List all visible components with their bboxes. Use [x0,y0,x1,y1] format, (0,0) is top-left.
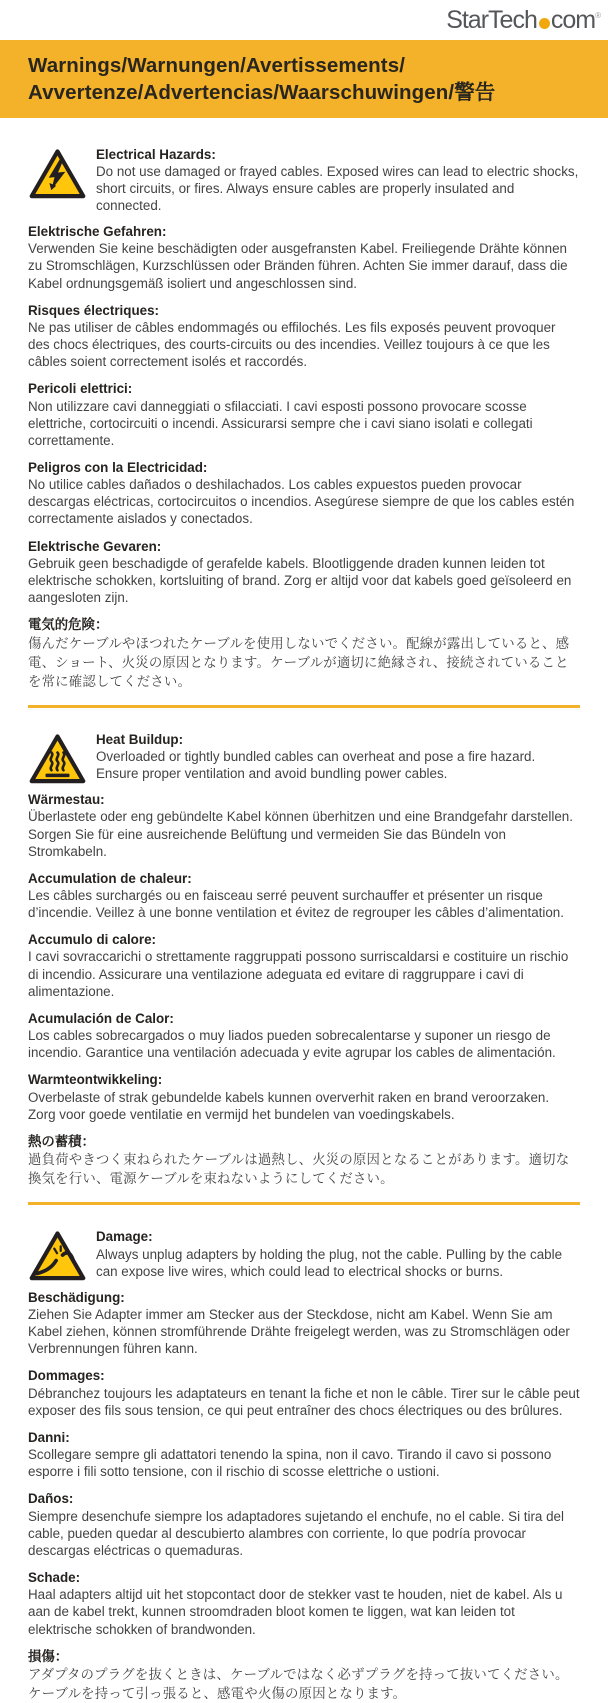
entry-heading: Pericoli elettrici: [28,380,580,397]
entry-body: Verwenden Sie keine beschädigten oder ausgefransten Kabel. Freiliegende Drähte können zu Stromschlägen, Kurzschlüssen oder Bränden führen. Achten Sie immer darauf, dass die Kabel ordnungsgemäß isoliert und angeschlossen sind. [28,240,580,291]
entry-heading: Heat Buildup: [96,731,580,748]
entry-body: Siempre desenchufe siempre los adaptadores sujetando el enchufe, no el cable. Si tira del cable, pueden quedar al descubierto alambres con corriente, lo que podría provocar descargas eléctricas o quemaduras. [28,1508,580,1559]
warning-entry-es [28,1010,580,1061]
entry-body: Überlastete oder eng gebündelte Kabel können überhitzen und eine Brandgefahr darstellen. Sorgen Sie für eine ausreichende Belüftung und vermeiden Sie das Bündeln von Stromkabeln. [28,808,580,859]
cable-damage-icon [28,1228,87,1288]
entry-heading: Schade: [28,1569,580,1586]
warning-entry-de [28,1289,580,1358]
section-heat-buildup [28,731,580,1189]
startech-logo [446,6,601,35]
warning-entry-ja [28,1648,580,1703]
warning-entry-it [28,1429,580,1480]
entry-body: Gebruik geen beschadigde of gerafelde kabels. Blootliggende draden kunnen leiden tot elektrische schokken, kortsluiting of brand. Zorg er altijd voor dat kabels goed geïsoleerd en aangesloten zijn. [28,555,580,606]
warning-entry-en [96,731,580,782]
entry-heading: Dommages: [28,1367,580,1384]
warning-entry-de [28,223,580,292]
entry-heading: Elektrische Gefahren: [28,223,580,240]
warning-entry-nl [28,1569,580,1638]
warning-entry-fr [28,302,580,371]
entry-heading: Elektrische Gevaren: [28,538,580,555]
header [0,0,608,40]
logo-dot-icon [539,18,550,29]
title-line-2: Avvertenze/Advertencias/Waarschuwingen/警告 [28,79,580,106]
warning-entry-it [28,931,580,1000]
entry-body: Haal adapters altijd uit het stopcontact door de stekker vast te houden, niet de kabel. Als u aan de kabel trekt, kunnen stroomdraden bloot komen te liggen, wat kan leiden tot elektrische schokken of brandwonden. [28,1586,580,1637]
entry-body: Non utilizzare cavi danneggiati o sfilacciati. I cavi esposti possono provocare scosse elettriche, cortocircuiti o incendi. Assicurarsi sempre che i cavi siano isolati e collegati correttamente. [28,398,580,449]
entry-heading: 電気的危険： [28,616,580,633]
page-title [28,52,580,107]
entry-body: Overbelaste of strak gebundelde kabels kunnen oververhit raken en brand veroorzaken. Zorg voor goede ventilatie en vermijd het bundelen van voedingskabels. [28,1089,580,1123]
entry-body: Los cables sobrecargados o muy liados pueden sobrecalentarse y suponer un riesgo de incendio. Garantice una ventilación adecuada y evite agrupar los cables de alimentación. [28,1027,580,1061]
entry-heading: Beschädigung: [28,1289,580,1306]
entry-body: アダプタのプラグを抜くときは、ケーブルではなく必ずプラグを持って抜いてください。ケーブルを持って引っ張ると、感電や火傷の原因となります。 [28,1665,580,1703]
title-line-1: Warnings/Warnungen/Avertissements/ [28,52,580,79]
entry-body: I cavi sovraccarichi o strettamente raggruppati possono surriscaldarsi e costituire un rischio di incendio. Assicurare una ventilazione adeguata ed evitare di raggruppare i cavi di alimentazione. [28,948,580,999]
icon-row [28,731,580,791]
entry-heading: Electrical Hazards: [96,146,580,163]
entry-body: No utilice cables dañados o deshilachados. Los cables expuestos pueden provocar descargas eléctricas, cortocircuitos o incendios. Asegúrese siempre de que los cables estén correctamente aislados y conectados. [28,476,580,527]
warning-entry-de [28,791,580,860]
entry-heading: 損傷： [28,1648,580,1665]
entry-heading: 熱の蓄積： [28,1133,580,1150]
warning-entry-nl [28,538,580,607]
entry-heading: Damage: [96,1228,580,1245]
content [0,146,608,1703]
electrical-hazard-icon [28,146,87,206]
entry-body: Ne pas utiliser de câbles endommagés ou effilochés. Les fils exposés peuvent provoquer des chocs électriques, des courts-circuits ou des incendies. Veillez toujours à ce que les câbles soient correctement isolés et raccordés. [28,319,580,370]
entry-heading: Accumulation de chaleur: [28,870,580,887]
title-banner [0,40,608,118]
entry-body: Scollegare sempre gli adattatori tenendo la spina, non il cavo. Tirando il cavo si possono esporre i fili sotto tensione, con il rischio di scosse elettriche o ustioni. [28,1446,580,1480]
icon-row [28,1228,580,1288]
logo-text-suffix: com [551,6,595,34]
warning-entry-nl [28,1071,580,1122]
warning-entry-ja [28,616,580,691]
entry-heading: Wärmestau: [28,791,580,808]
hot-surface-icon [28,731,87,791]
entry-body: Do not use damaged or frayed cables. Exposed wires can lead to electric shocks, short circuits, or fires. Always ensure cables are properly insulated and connected. [96,163,580,214]
entry-body: 傷んだケーブルやほつれたケーブルを使用しないでください。配線が露出していると、感電、ショート、火災の原因となります。ケーブルが適切に絶縁され、接続されていることを常に確認してください。 [28,634,580,691]
icon-row [28,146,580,224]
section-divider [28,705,580,708]
entry-heading: Danni: [28,1429,580,1446]
entry-body: Les câbles surchargés ou en faisceau serré peuvent surchauffer et présenter un risque d’incendie. Veillez à une bonne ventilation et évitez de regrouper les câbles d’alimentation. [28,887,580,921]
entry-heading: Warmteontwikkeling: [28,1071,580,1088]
entry-heading: Acumulación de Calor: [28,1010,580,1027]
entry-body: Always unplug adapters by holding the plug, not the cable. Pulling by the cable can expose live wires, which could lead to electrical shocks or burns. [96,1246,580,1280]
section-electrical-hazards [28,146,580,691]
entry-body: Ziehen Sie Adapter immer am Stecker aus der Steckdose, nicht am Kabel. Wenn Sie am Kabel ziehen, können stromführende Drähte freigelegt werden, was zu Stromschlägen oder Verbrennungen führen kann. [28,1306,580,1357]
entry-heading: Daños: [28,1490,580,1507]
entry-body: Débranchez toujours les adaptateurs en tenant la fiche et non le câble. Tirer sur le câble peut exposer des fils sous tension, ce qui peut entraîner des chocs électriques ou des brûlures. [28,1385,580,1419]
warning-entry-it [28,380,580,449]
warning-entry-es [28,459,580,528]
warning-entry-es [28,1490,580,1559]
warning-entry-en [96,1228,580,1279]
entry-heading: Accumulo di calore: [28,931,580,948]
warning-entry-en [96,146,580,215]
warning-entry-fr [28,1367,580,1418]
entry-heading: Peligros con la Electricidad: [28,459,580,476]
entry-heading: Risques électriques: [28,302,580,319]
warning-entry-ja [28,1133,580,1188]
section-damage [28,1228,580,1703]
entry-body: 過負荷やきつく束ねられたケーブルは過熱し、火災の原因となることがあります。適切な換気を行い、電源ケーブルを束ねないようにしてください。 [28,1150,580,1188]
logo-trademark: ® [595,11,601,20]
entry-body: Overloaded or tightly bundled cables can overheat and pose a fire hazard. Ensure proper ventilation and avoid bundling power cables. [96,748,580,782]
logo-text-main: StarTech [446,6,537,34]
section-divider [28,1202,580,1205]
warning-entry-fr [28,870,580,921]
